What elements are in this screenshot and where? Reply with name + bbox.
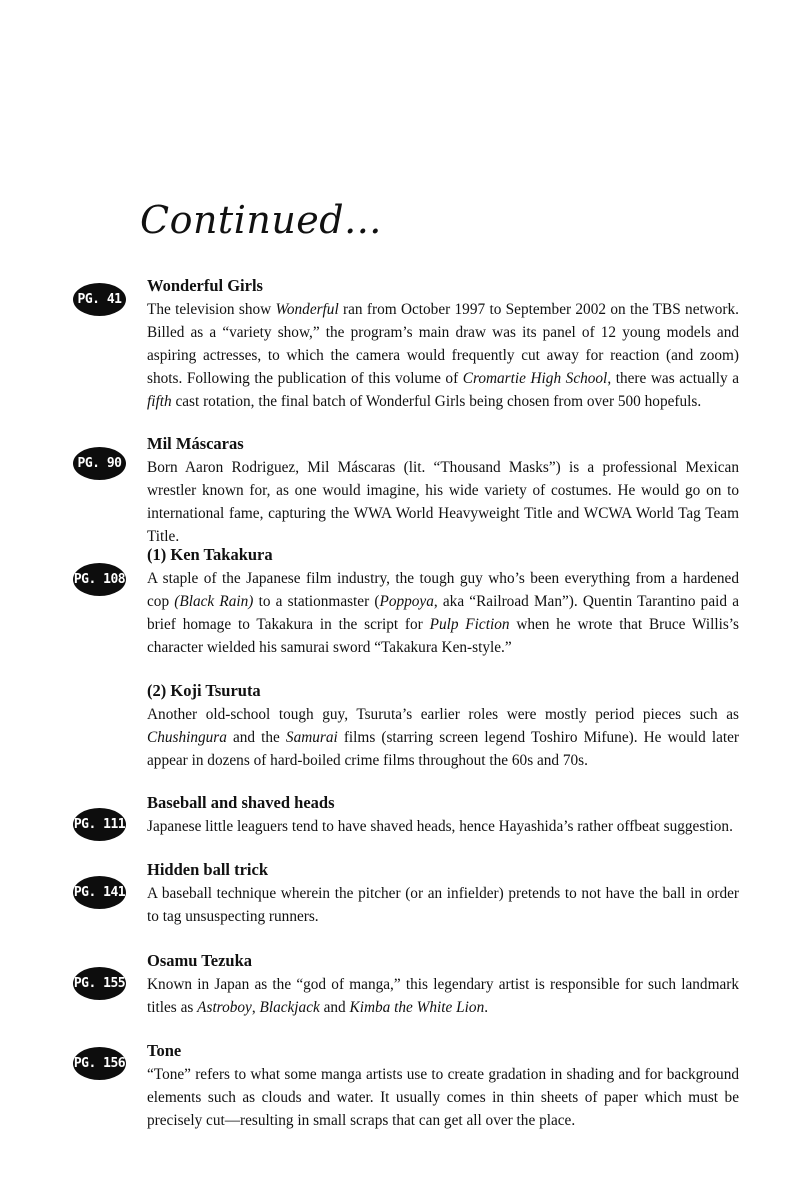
body-text: , there was actually a [607,370,739,387]
entry-body [147,1063,739,1132]
entry-content [147,1040,739,1132]
body-text: cast rotation, the final batch of Wonderful Girls being chosen from over 500 hopefuls. [171,393,702,410]
body-text: to a stationmaster ( [253,593,380,610]
body-text: The television show [147,301,276,318]
italic-text: Blackjack [259,999,320,1016]
italic-text: Kimba the White Lion [349,999,485,1016]
italic-text: Chushingura [147,729,227,746]
entry-content [147,544,739,772]
entry-content [147,950,739,1019]
entry-body [147,882,739,928]
body-text: A staple of the Japanese film industry, the tough guy who’s been everything from a hardened cop [147,570,739,610]
sub-entry-body [147,703,739,772]
entry-title: Wonderful Girls [147,276,263,295]
italic-text: Astroboy [197,999,252,1016]
page-heading: Continued... [140,198,382,242]
body-text: when he wrote that Bruce Willis’s character wielded his samurai sword “Takakura Ken-style.” [147,616,739,656]
italic-text: Pulp Fiction [429,616,510,633]
entry-title: Hidden ball trick [147,860,269,879]
body-text: Born Aaron Rodriguez, Mil Máscaras (lit. “Thousand Masks”) is a professional Mexican wrestler known for, as one would imagine, his wide variety of costumes. He would go on to international fame, capturing the WWA World Heavyweight Title and WCWA World Tag Team Title. [147,459,739,545]
page-number-badge: PG. 108 [73,563,126,596]
page-number-badge: PG. 111 [73,808,126,841]
entry-content [147,792,739,838]
entry-title: Baseball and shaved heads [147,793,335,812]
italic-text: (Black Rain) [174,593,254,610]
page-number-badge: PG. 41 [73,283,126,316]
entry-content [147,859,739,928]
entry-title: Mil Máscaras [147,434,244,453]
entry-body [147,815,739,838]
sub-entry-title: (2) Koji Tsuruta [147,681,261,700]
italic-text: fifth [147,393,172,410]
body-text: Another old-school tough guy, Tsuruta’s earlier roles were mostly period pieces such as [147,706,739,723]
entry-content [147,275,739,413]
entry-body [147,973,739,1019]
entry-body [147,298,739,413]
entry-body [147,456,739,548]
italic-text: Poppoya [379,593,434,610]
page-number-badge: PG. 90 [73,447,126,480]
italic-text: Wonderful [275,301,339,318]
body-text: and [319,999,350,1016]
body-text: . [484,999,489,1016]
body-text: , aka “Railroad Man”). Quentin Tarantino paid a brief homage to Takakura in the script for [147,593,739,633]
entry-title: Tone [147,1041,182,1060]
page-number-badge: PG. 156 [73,1047,126,1080]
body-text: “Tone” refers to what some manga artists use to create gradation in shading and for background elements such as clouds and water. It usually comes in thin sheets of paper which must be precisely cut—resulting in small scraps that can get all over the place. [147,1066,739,1129]
body-text: , [251,999,260,1016]
body-text: ran from October 1997 to September 2002 on the TBS network. Billed as a “variety show,” the program’s main draw was its panel of 12 young models and aspiring actresses, to which the camera would frequently cut away for reaction (and zoom) shots. Following the publication of this volume of [147,301,739,387]
body-text: and the [226,729,286,746]
italic-text: Samurai [285,729,338,746]
entry-body [147,567,739,659]
body-text: Known in Japan as the “god of manga,” this legendary artist is responsible for such landmark titles as [147,976,739,1016]
body-text: films (starring screen legend Toshiro Mifune). He would later appear in dozens of hard-boiled crime films throughout the 60s and 70s. [147,729,740,769]
entry-title: (1) Ken Takakura [147,545,273,564]
entry-title: Osamu Tezuka [147,951,252,970]
page-number-badge: PG. 155 [73,967,126,1000]
entry-content [147,433,739,548]
body-text: A baseball technique wherein the pitcher (or an infielder) pretends to not have the ball in order to tag unsuspecting runners. [147,885,739,925]
italic-text: Cromartie High School [462,370,608,387]
sub-entry-koji-tsuruta [147,680,739,772]
page-number-badge: PG. 141 [73,876,126,909]
body-text: Japanese little leaguers tend to have shaved heads, hence Hayashida’s rather offbeat suggestion. [147,818,733,835]
